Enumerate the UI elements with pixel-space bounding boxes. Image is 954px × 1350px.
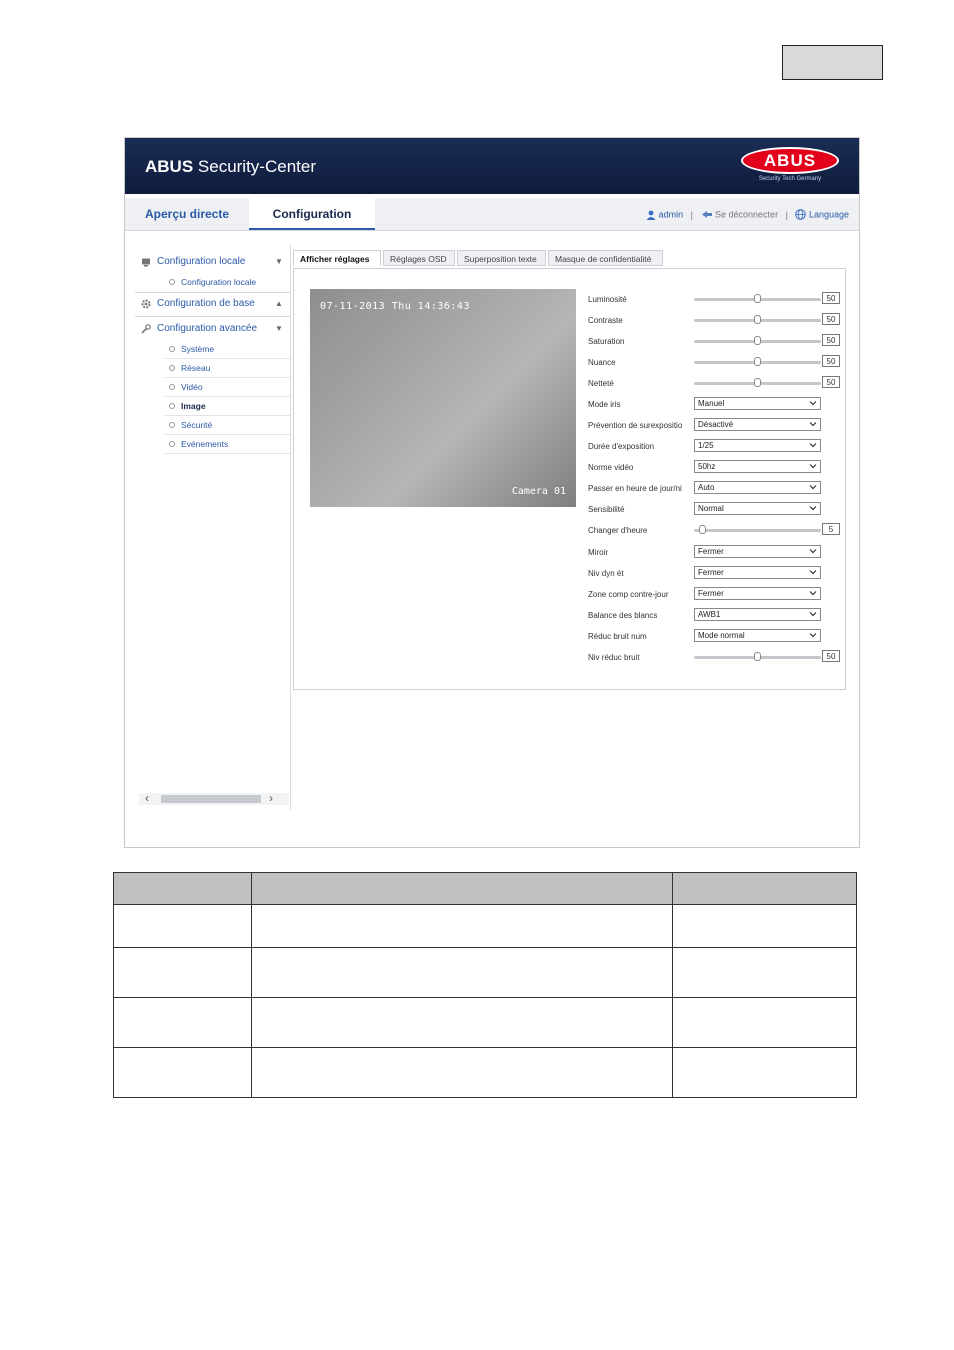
sharpness-value[interactable]: 50 (822, 376, 840, 388)
row-mirror (588, 545, 843, 563)
table-row (114, 1048, 857, 1098)
sidebar-scrollbar[interactable] (139, 793, 289, 805)
bullet-icon (169, 422, 175, 428)
row-dnr-level (588, 650, 843, 668)
day-night-label: Passer en heure de jour/ni (588, 484, 682, 493)
chevron-down-icon (809, 568, 817, 576)
row-dnr (588, 629, 843, 647)
brightness-slider[interactable] (694, 298, 821, 301)
slider-knob[interactable] (754, 315, 761, 324)
sidebar-item-network[interactable]: Réseau (165, 359, 290, 378)
chevron-down-icon (809, 589, 817, 597)
wdr-label: Niv dyn ét (588, 569, 624, 578)
app-window (124, 137, 860, 848)
blc-label: Zone comp contre-jour (588, 590, 669, 599)
logout-icon (701, 210, 713, 219)
user-icon (646, 210, 656, 220)
overexposure-select[interactable]: Désactivé (694, 418, 821, 431)
row-exposure-time (588, 439, 843, 457)
sidebar-item-image[interactable]: Image (165, 397, 290, 416)
dnr-label: Réduc bruit num (588, 632, 647, 641)
row-iris-mode (588, 397, 843, 415)
page-number-box (782, 45, 883, 80)
chevron-down-icon (809, 504, 817, 512)
sidebar-item-system[interactable]: Système (165, 340, 290, 359)
blc-select[interactable]: Fermer (694, 587, 821, 600)
scroll-right-icon[interactable]: › (269, 791, 273, 805)
mirror-select[interactable]: Fermer (694, 545, 821, 558)
app-title: ABUS Security-Center (145, 157, 316, 176)
saturation-slider[interactable] (694, 340, 821, 343)
tab-privacy-mask[interactable]: Masque de confidentialité (548, 250, 663, 266)
contrast-label: Contraste (588, 316, 623, 325)
day-night-select[interactable]: Auto (694, 481, 821, 494)
white-balance-label: Balance des blancs (588, 611, 658, 620)
table-header-cell (673, 873, 857, 905)
tab-display-settings[interactable]: Afficher réglages (293, 250, 381, 266)
iris-mode-select[interactable]: Manuel (694, 397, 821, 410)
video-timestamp: 07-11-2013 Thu 14:36:43 (320, 301, 470, 312)
chevron-down-icon (809, 441, 817, 449)
video-standard-select[interactable]: 50hz (694, 460, 821, 473)
row-switch-time (588, 523, 843, 541)
chevron-down-icon: ▼ (275, 324, 283, 333)
brightness-value[interactable]: 50 (822, 292, 840, 304)
header-banner (125, 138, 859, 194)
bullet-icon (169, 279, 175, 285)
white-balance-select[interactable]: AWB1 (694, 608, 821, 621)
sidebar (135, 245, 291, 810)
switch-time-slider[interactable] (694, 529, 821, 532)
chevron-down-icon (809, 631, 817, 639)
logo-tagline: Security Tech Germany (758, 176, 822, 182)
gear-icon (141, 299, 151, 309)
sidebar-item-security[interactable]: Sécurité (165, 416, 290, 435)
dnr-select[interactable]: Mode normal (694, 629, 821, 642)
settings-panel (293, 268, 846, 690)
chevron-down-icon (809, 462, 817, 470)
saturation-value[interactable]: 50 (822, 334, 840, 346)
table-header-cell (114, 873, 252, 905)
description-table (113, 872, 857, 1098)
dnr-level-value[interactable]: 50 (822, 650, 840, 662)
dnr-level-label: Niv réduc bruit (588, 653, 640, 662)
wrench-icon (141, 324, 151, 334)
iris-mode-label: Mode iris (588, 400, 621, 409)
tab-osd-settings[interactable]: Réglages OSD (383, 250, 455, 266)
bullet-icon (169, 403, 175, 409)
dnr-level-slider[interactable] (694, 656, 821, 659)
sidebar-section-label: Configuration locale (157, 256, 246, 267)
video-standard-label: Norme vidéo (588, 463, 634, 472)
table-header-row (114, 873, 857, 905)
video-camera-name: Camera 01 (511, 486, 566, 497)
table-row (114, 948, 857, 998)
chevron-down-icon (809, 399, 817, 407)
exposure-time-label: Durée d'exposition (588, 442, 655, 451)
overexposure-label: Prévention de surexpositio (588, 421, 683, 430)
slider-knob[interactable] (754, 336, 761, 345)
top-navbar (125, 198, 859, 231)
table-row (114, 905, 857, 948)
contrast-slider[interactable] (694, 319, 821, 322)
contrast-value[interactable]: 50 (822, 313, 840, 325)
sidebar-section-label: Configuration avancée (157, 323, 258, 334)
username-link[interactable]: admin (658, 209, 684, 220)
row-saturation (588, 334, 843, 352)
sidebar-section-local[interactable] (135, 251, 290, 273)
chevron-down-icon: ▼ (275, 257, 283, 266)
scroll-left-icon[interactable]: ‹ (145, 791, 149, 805)
sidebar-item-local-config[interactable]: Configuration locale (165, 273, 290, 291)
sidebar-section-basic[interactable] (135, 293, 290, 315)
user-menu: admin | Se déconnecter | Language (646, 198, 849, 230)
bullet-icon (169, 346, 175, 352)
sidebar-item-events[interactable]: Evénements (165, 435, 290, 454)
bullet-icon (169, 441, 175, 447)
brightness-label: Luminosité (588, 295, 627, 304)
mirror-label: Miroir (588, 548, 608, 557)
row-day-night (588, 481, 843, 499)
video-preview (310, 289, 576, 507)
slider-knob[interactable] (754, 294, 761, 303)
sidebar-section-advanced[interactable] (135, 318, 290, 340)
table-row (114, 998, 857, 1048)
slider-knob[interactable] (754, 357, 761, 366)
hue-value[interactable]: 50 (822, 355, 840, 367)
row-brightness (588, 292, 843, 310)
exposure-time-select[interactable]: 1/25 (694, 439, 821, 452)
tab-text-overlay[interactable]: Superposition texte (457, 250, 546, 266)
language-link[interactable]: Language (808, 209, 849, 220)
row-hue (588, 355, 843, 373)
chevron-down-icon (809, 610, 817, 618)
switch-time-value[interactable]: 5 (822, 523, 840, 535)
tab-live-view[interactable]: Aperçu directe (145, 207, 230, 221)
switch-time-label: Changer d'heure (588, 526, 648, 535)
slider-knob[interactable] (754, 378, 761, 387)
row-blc (588, 587, 843, 605)
row-contrast (588, 313, 843, 331)
chevron-down-icon (809, 420, 817, 428)
logout-link[interactable]: Se déconnecter (715, 209, 779, 220)
bullet-icon (169, 365, 175, 371)
sharpness-slider[interactable] (694, 382, 821, 385)
slider-knob[interactable] (699, 525, 706, 534)
sidebar-section-label: Configuration de base (157, 298, 255, 309)
row-sharpness (588, 376, 843, 394)
hue-label: Nuance (588, 358, 616, 367)
scrollbar-thumb[interactable] (161, 795, 261, 803)
chevron-down-icon (809, 483, 817, 491)
sidebar-item-video[interactable]: Vidéo (165, 378, 290, 397)
table-header-cell (252, 873, 673, 905)
hue-slider[interactable] (694, 361, 821, 364)
row-wdr (588, 566, 843, 584)
wdr-select[interactable]: Fermer (694, 566, 821, 579)
row-video-standard (588, 460, 843, 478)
saturation-label: Saturation (588, 337, 625, 346)
sensitivity-select[interactable]: Normal (694, 502, 821, 515)
slider-knob[interactable] (754, 652, 761, 661)
monitor-icon (141, 257, 151, 267)
abus-logo: ABUS (741, 147, 839, 174)
chevron-down-icon (809, 547, 817, 555)
sensitivity-label: Sensibilité (588, 505, 625, 514)
row-white-balance (588, 608, 843, 626)
row-sensitivity (588, 502, 843, 520)
tab-configuration[interactable]: Configuration (249, 198, 375, 230)
globe-icon (795, 209, 806, 220)
sharpness-label: Netteté (588, 379, 614, 388)
bullet-icon (169, 384, 175, 390)
chevron-up-icon: ▲ (275, 299, 283, 308)
row-overexposure (588, 418, 843, 436)
